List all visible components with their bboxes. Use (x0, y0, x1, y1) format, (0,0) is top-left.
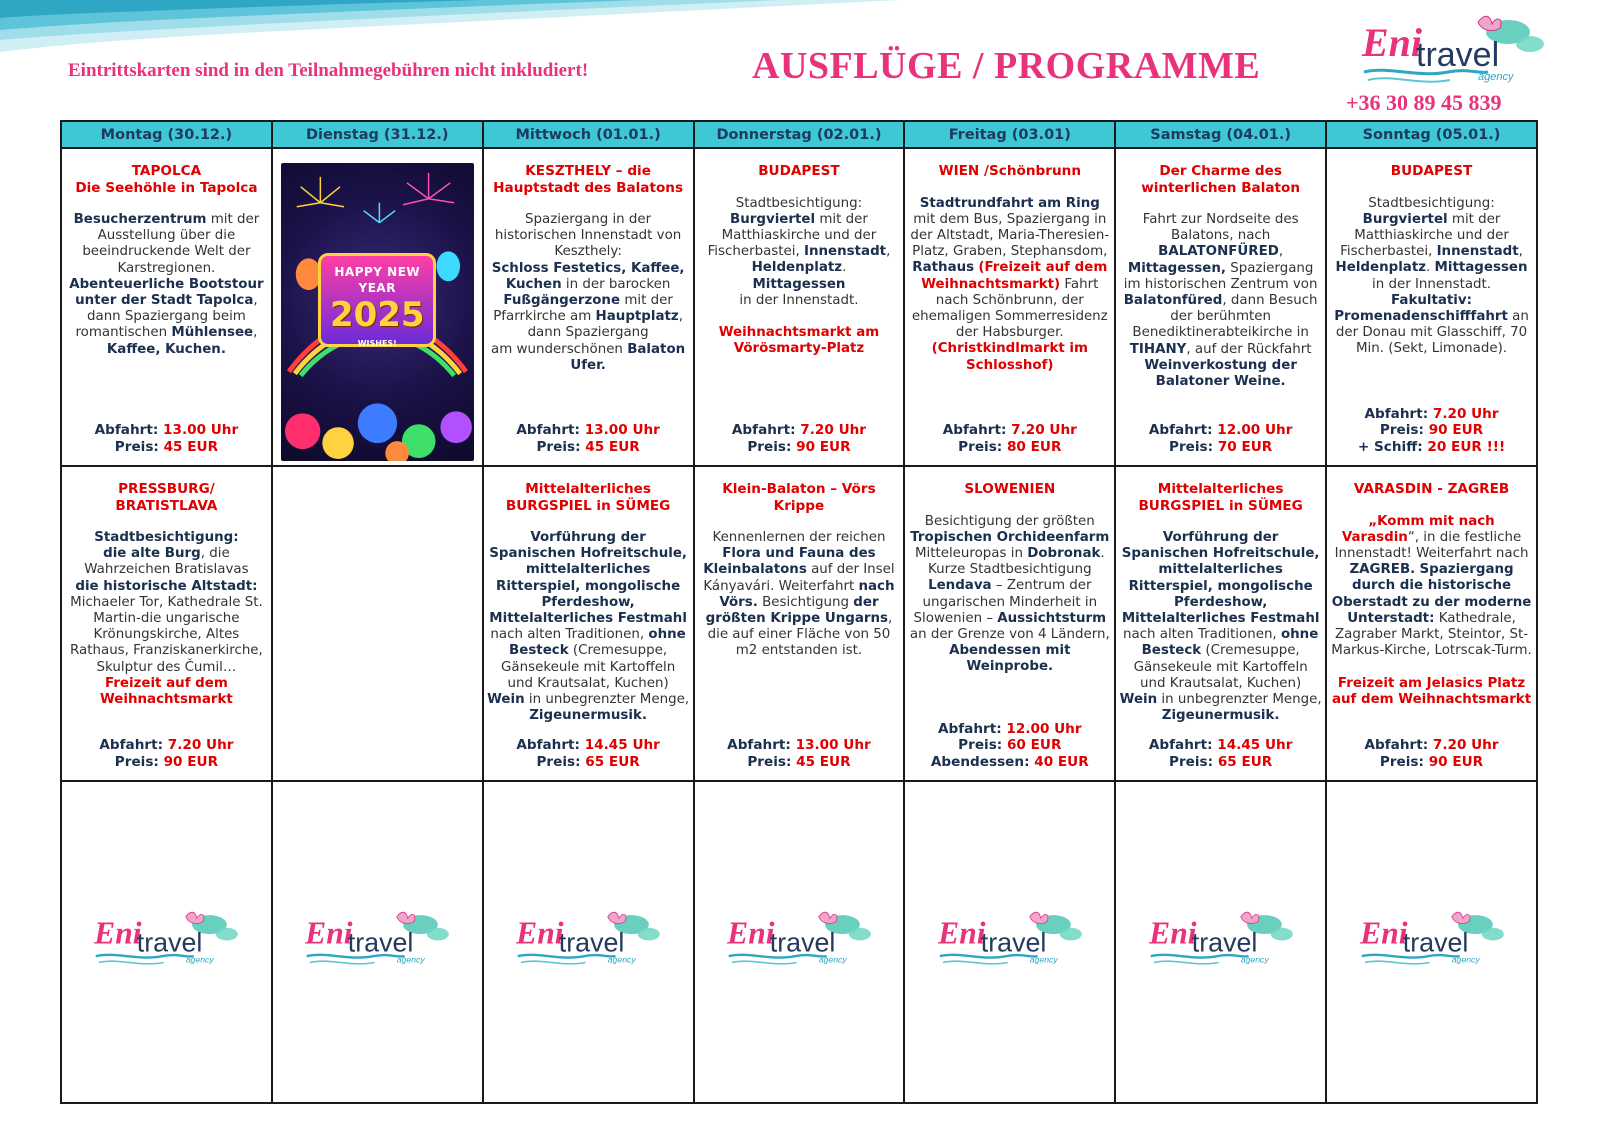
new-year-sign: HAPPY NEW YEAR 2025 WISHES! (318, 253, 436, 347)
trip-description: Stadtbesichtigung: Burgviertel mit der Matthiaskirche und der Fischerbastei, Innenstadt, Heldenplatz. Mittagessen in der Innenstadt. Weihnachtsmarkt am Vörösmarty-Platz (707, 195, 891, 357)
trip-title: Klein-Balaton – Vörs Krippe (722, 481, 876, 514)
trip-description: Stadtbesichtigung: Burgviertel mit der Matthiaskirche und der Fischerbastei, Innenstadt, Heldenplatz. Mittagessen in der Innenstadt. Fakultativ: Promenadenschifffahrt an der Donau mit Glasschiff, 70 Min. (Sekt, Limonade). (1334, 195, 1529, 357)
trip-title: Mittelalterliches BURGSPIEL in SÜMEG (1138, 481, 1303, 514)
day-header-sat: Samstag (04.01.) (1115, 121, 1326, 148)
trip-cell-budapest (694, 148, 905, 466)
trip-title: Mittelalterliches BURGSPIEL in SÜMEG (505, 481, 671, 514)
new-year-2025-image (281, 163, 474, 461)
trip-description: Stadtbesichtigung: die alte Burg, die Wahrzeichen Bratislavas die historische Altstadt: Michaeler Tor, Kathedrale St. Martin-die ungarische Krönungskirche, Altes Rathaus, Franziskanerkirche, Skulptur des Čumil… Freizeit auf dem Weihnachtsmarkt (70, 530, 263, 708)
trip-title: PRESSBURG/ BRATISTLAVA (115, 481, 218, 514)
trip-cell-wien (904, 148, 1115, 466)
svg-text:travel: travel (1416, 36, 1500, 74)
logo-row (61, 781, 1537, 1103)
trip-cell-sumeg-2 (1115, 466, 1326, 781)
program-table (60, 120, 1538, 1104)
eni-travel-logo (935, 907, 1085, 977)
eni-travel-logo (513, 907, 663, 977)
logo-cell (61, 781, 272, 1103)
trip-footer: Abfahrt: 7.20 Uhr Preis: 90 EUR (1364, 737, 1499, 770)
trip-description: Vorführung der Spanischen Hofreitschule, mittelalterliches Ritterspiel, mongolische Pferdeshow, Mittelalterliches Festmahl nach alten Traditionen, ohne Besteck (Cremesuppe, Gänsekeule mit Kartoffeln und Krautsalat, Kuchen) Wein in unbegrenzter Menge, Zigeunermusik. (487, 530, 690, 724)
eni-travel-logo (91, 907, 241, 977)
day-header-thu: Donnerstag (02.01.) (694, 121, 905, 148)
day-header-tue: Dienstag (31.12.) (272, 121, 483, 148)
trip-title: SLOWENIEN (964, 481, 1056, 497)
trip-description: Kennenlernen der reichen Flora und Fauna des Kleinbalatons auf der Insel Kányavári. Weiterfahrt nach Vörs. Besichtigung der größten Krippe Ungarns, die auf einer Fläche von 50 m2 entstanden ist. (703, 530, 895, 659)
trip-footer: Abfahrt: 13.00 Uhr Preis: 45 EUR (94, 422, 239, 455)
eni-travel-logo (1358, 14, 1548, 94)
trip-footer: Abfahrt: 13.00 Uhr Preis: 45 EUR (727, 737, 871, 770)
day-header-mon: Montag (30.12.) (61, 121, 272, 148)
trip-footer: Abfahrt: 7.20 Uhr Preis: 90 EUR + Schiff: 20 EUR !!! (1357, 405, 1506, 455)
trip-title: KESZTHELY – die Hauptstadt des Balatons (493, 163, 684, 196)
trip-cell-tapolca (61, 148, 272, 466)
trip-description: „Komm mit nach Varasdin“, in die festliche Innenstadt! Weiterfahrt nach ZAGREB. Spaziergang durch die historische Oberstadt zu der moderne Unterstadt: Kathedrale, Zagraber Markt, Steintor, St-Markus-Kirche, Lotrscak-Turm. Freizeit am Jelasics Platz auf dem Weihnachtsmarkt (1331, 513, 1532, 707)
trip-footer: Abfahrt: 12.00 Uhr Preis: 70 EUR (1148, 422, 1293, 455)
trip-title: TAPOLCA Die Seehöhle in Tapolca (75, 163, 258, 196)
day-header-row (61, 121, 1537, 148)
logo-cell (1115, 781, 1326, 1103)
trip-cell-slowenien (904, 466, 1115, 781)
trip-title: BUDAPEST (1390, 163, 1473, 179)
trip-cell-sumeg (483, 466, 694, 781)
logo-cell (694, 781, 905, 1103)
page-title: AUSFLÜGE / PROGRAMME (752, 45, 1261, 87)
trip-footer: Abfahrt: 14.45 Uhr Preis: 65 EUR (1148, 737, 1293, 770)
eni-travel-logo (1357, 907, 1507, 977)
trip-cell-budapest-schiff (1326, 148, 1537, 466)
trip-footer: Abfahrt: 14.45 Uhr Preis: 65 EUR (516, 737, 660, 770)
trip-footer: Abfahrt: 13.00 Uhr Preis: 45 EUR (516, 422, 660, 455)
eni-travel-logo (1146, 907, 1296, 977)
trip-footer: Abfahrt: 12.00 Uhr Preis: 60 EUR Abendessen: 40 EUR (930, 720, 1089, 770)
trip-cell-keszthely (483, 148, 694, 466)
trip-cell-varasdin-zagreb (1326, 466, 1537, 781)
day-header-fri: Freitag (03.01) (904, 121, 1115, 148)
trip-cell-klein-balaton (694, 466, 905, 781)
trip-footer: Abfahrt: 7.20 Uhr Preis: 90 EUR (731, 422, 866, 455)
trip-cell-bratislava (61, 466, 272, 781)
trip-description: Besucherzentrum mit der Ausstellung über die beeindruckende Welt der Karstregionen. Abenteuerliche Bootstour unter der Stadt Tapolca, dann Spaziergang beim romantischen Mühlensee, Kaffee, Kuchen. (69, 212, 264, 357)
logo-cell (904, 781, 1115, 1103)
svg-text:agency: agency (1478, 71, 1514, 83)
trip-title: Der Charme des winterlichen Balaton (1141, 163, 1301, 196)
trip-footer: Abfahrt: 7.20 Uhr Preis: 90 EUR (99, 737, 234, 770)
trip-title: BUDAPEST (758, 163, 840, 179)
logo-cell (483, 781, 694, 1103)
logo-cell (272, 781, 483, 1103)
trip-description: Stadtrundfahrt am Ring mit dem Bus, Spaziergang in der Altstadt, Maria-Theresien-Platz, Graben, Stephansdom, Rathaus (Freizeit auf dem Weihnachtsmarkt) Fahrt nach Schönbrunn, der ehemaligen Sommerresidenz der Habsburger. (Christkindlmarkt im Schlosshof) (910, 195, 1110, 373)
svg-text:Eni: Eni (1362, 20, 1423, 65)
trip-description: Vorführung der Spanischen Hofreitschule, mittelalterliches Ritterspiel, mongolische Pferdeshow, Mittelalterliches Festmahl nach alten Traditionen, ohne Besteck (Cremesuppe, Gänsekeule mit Kartoffeln und Krautsalat, Kuchen) Wein in unbegrenzter Menge, Zigeunermusik. (1119, 530, 1322, 724)
ticket-notice: Eintrittskarten sind in den Teilnahmegebühren nicht inkludiert! (68, 60, 589, 81)
empty-cell (272, 466, 483, 781)
program-row-1 (61, 148, 1537, 466)
program-row-2 (61, 466, 1537, 781)
trip-title: VARASDIN - ZAGREB (1353, 481, 1510, 497)
trip-footer: Abfahrt: 7.20 Uhr Preis: 80 EUR (942, 422, 1077, 455)
trip-description: Spaziergang in der historischen Innenstadt von Keszthely: Schloss Festetics, Kaffee, Kuchen in der barocken Fußgängerzone mit der Pfarrkirche am Hauptplatz, dann Spaziergang am wunderschönen Balaton Ufer. (491, 212, 686, 373)
day-header-sun: Sonntag (05.01.) (1326, 121, 1537, 148)
trip-description: Fahrt zur Nordseite des Balatons, nach BALATONFÜRED, Mittagessen, Spaziergang im historischen Zentrum von Balatonfüred, dann Besuch der berühmten Benediktinerabteikirche in TIHANY, auf der Rückfahrt Weinverkostung der Balatoner Weine. (1123, 212, 1318, 390)
eni-travel-logo (724, 907, 874, 977)
trip-title: WIEN /Schönbrunn (938, 163, 1082, 179)
logo-cell (1326, 781, 1537, 1103)
trip-cell-balaton (1115, 148, 1326, 466)
phone-number: +36 30 89 45 839 (1346, 90, 1502, 115)
day-header-wed: Mittwoch (01.01.) (483, 121, 694, 148)
trip-description: Besichtigung der größten Tropischen Orchideenfarm Mitteleuropas in Dobronak. Kurze Stadtbesichtigung Lendava – Zentrum der ungarischen Minderheit in Slowenien – Aussichtsturm an der Grenze von 4 Ländern, Abendessen mit Weinprobe. (909, 513, 1110, 675)
eni-travel-logo (302, 907, 452, 977)
new-year-cell (272, 148, 483, 466)
